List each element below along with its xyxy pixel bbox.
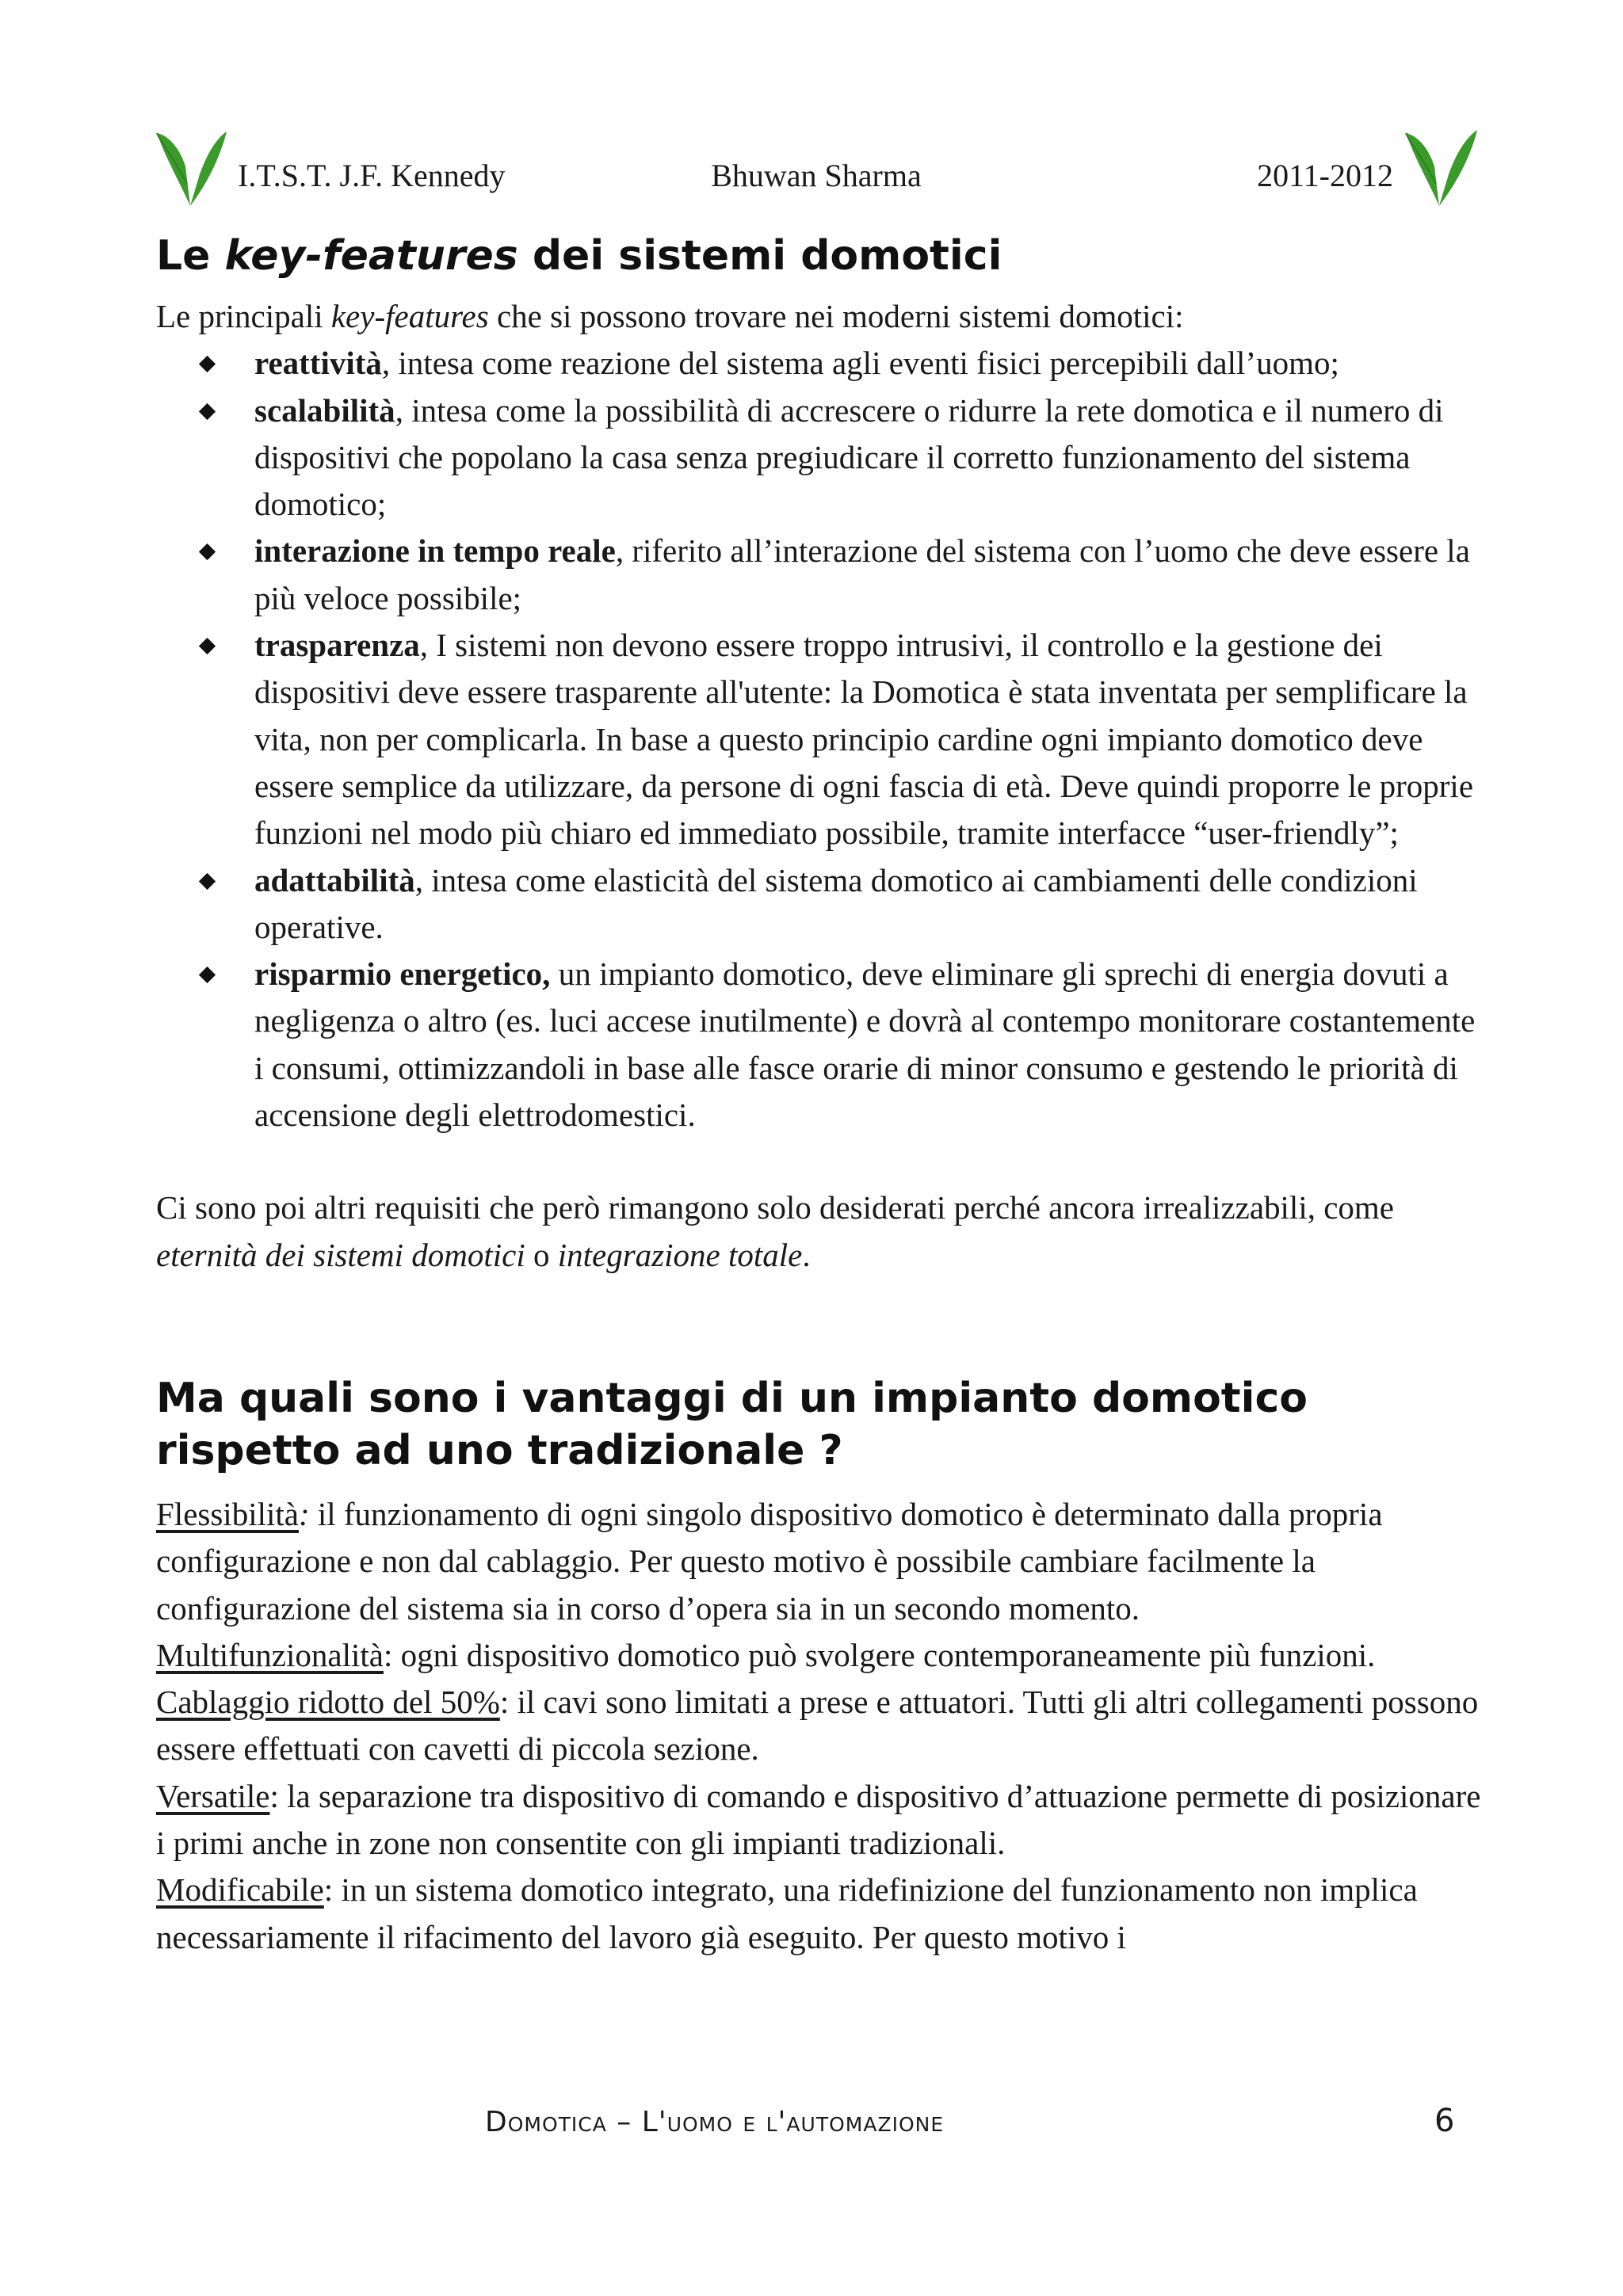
- advantage-paragraph: [156, 1679, 1487, 1773]
- advantages-list: [156, 1491, 1487, 1961]
- title-text: dei sistemi domotici: [517, 232, 1002, 280]
- intro-text: che si possono trovare nei moderni sistemi domotici:: [488, 298, 1184, 334]
- advantage-separator: :: [323, 1871, 334, 1909]
- advantage-text: il cavi sono limitati a prese e attuatori. Tutti gli altri collegamenti possono essere effettuati con cavetti di piccola sezione.: [156, 1684, 1479, 1768]
- advantage-separator: :: [298, 1495, 310, 1532]
- list-item: [254, 951, 1487, 1138]
- feature-text: , I sistemi non devono essere troppo intrusivi, il controllo e la gestione dei dispositivi deve essere trasparente all'utente: la Domotica è stata inventata per semplificare la vita, non per complicarla. In base a questo principio cardine ogni impianto domotico deve essere semplice da utilizzare, da persone di ogni fascia di età. Deve quindi proporre le proprie funzioni nel modo più chiaro ed immediato possibile, tramite interfacce “user-friendly”;: [254, 627, 1474, 852]
- diamond-bullet-icon: [199, 402, 216, 419]
- advantage-separator: :: [269, 1777, 279, 1814]
- header-year: 2011-2012: [1257, 158, 1393, 193]
- advantage-term: Versatile: [156, 1777, 270, 1814]
- list-item: [254, 340, 1487, 387]
- advantage-text: in un sistema domotico integrato, una ridefinizione del funzionamento non implica necessariamente il rifacimento del lavoro già eseguito. Per questo motivo i: [156, 1871, 1418, 1955]
- intro-emphasis: key-features: [330, 298, 489, 334]
- leaf-logo-icon: [1403, 127, 1482, 214]
- advantage-text: il funzionamento di ogni singolo dispositivo domotico è determinato dalla propria configurazione e non dal cablaggio. Per questo motivo è possibile cambiare facilmente la configurazione del sistema sia in corso d’opera sia in un secondo momento.: [156, 1495, 1383, 1627]
- feature-term: scalabilità: [254, 391, 395, 429]
- diamond-bullet-icon: [199, 872, 216, 889]
- diamond-bullet-icon: [199, 638, 216, 654]
- header-school: I.T.S.T. J.F. Kennedy: [238, 158, 506, 193]
- title-emphasis: key-features: [224, 232, 518, 280]
- features-list: [156, 340, 1487, 1138]
- header-author: Bhuwan Sharma: [711, 158, 922, 193]
- features-intro: [156, 293, 1487, 340]
- advantage-term: Multifunzionalità: [156, 1636, 384, 1673]
- page-number: 6: [1434, 2103, 1455, 2139]
- advantage-separator: :: [499, 1684, 510, 1721]
- feature-term: reattività: [254, 345, 382, 382]
- feature-term: interazione in tempo reale: [254, 532, 616, 570]
- feature-term: adattabilità: [254, 861, 415, 898]
- advantage-text: la separazione tra dispositivo di comando e dispositivo d’attuazione permette di posizionare i primi anche in zone non consentite con gli impianti tradizionali.: [156, 1777, 1481, 1862]
- section-title-key-features: [156, 230, 1487, 282]
- list-item: [254, 857, 1487, 952]
- closing-text: Ci sono poi altri requisiti che però rimangono solo desiderati perché ancora irrealizzabili, come: [156, 1189, 1395, 1226]
- closing-text: o: [525, 1236, 558, 1273]
- feature-text: , intesa come elasticità del sistema domotico ai cambiamenti delle condizioni operative.: [254, 861, 1418, 945]
- list-item: [254, 622, 1487, 856]
- feature-text: , intesa come la possibilità di accrescere o ridurre la rete domotica e il numero di dispositivi che popolano la casa senza pregiudicare il corretto funzionamento del sistema domotico;: [254, 391, 1444, 523]
- advantage-paragraph: [156, 1867, 1487, 1961]
- page-header: [151, 119, 1482, 222]
- feature-text: , intesa come reazione del sistema agli eventi fisici percepibili dall’uomo;: [381, 345, 1339, 382]
- list-item: [254, 387, 1487, 528]
- feature-text: un impianto domotico, deve eliminare gli sprechi di energia dovuti a negligenza o altro (es. luci accese inutilmente) e dovrà al contempo monitorare costantemente i consumi, ottimizzandoli in base alle fasce orarie di minor consumo e gestendo le priorità di accensione degli elettrodomestici.: [254, 955, 1476, 1134]
- advantage-separator: :: [383, 1636, 393, 1673]
- advantage-term: Flessibilità: [156, 1495, 299, 1532]
- closing-text: .: [802, 1236, 811, 1273]
- closing-paragraph: [156, 1184, 1487, 1279]
- title-text: Le: [156, 232, 225, 280]
- advantage-text: ogni dispositivo domotico può svolgere contemporaneamente più funzioni.: [392, 1636, 1376, 1673]
- section-title-advantages: Ma quali sono i vantaggi di un impianto domotico rispetto ad uno tradizionale ?: [156, 1374, 1308, 1474]
- page-content: [156, 230, 1487, 1961]
- feature-term: risparmio energetico,: [254, 955, 551, 993]
- feature-text: , riferito all’interazione del sistema con l’uomo che deve essere la più veloce possibile;: [254, 532, 1470, 616]
- feature-term: trasparenza: [254, 627, 420, 664]
- closing-emphasis: eternità dei sistemi domotici: [156, 1236, 525, 1273]
- advantage-paragraph: [156, 1773, 1487, 1867]
- page-footer-title: Domotica – L'uomo e l'automazione: [485, 2106, 945, 2138]
- list-item: [254, 528, 1487, 622]
- diamond-bullet-icon: [199, 543, 216, 560]
- intro-text: Le principali: [156, 298, 331, 334]
- advantage-term: Modificabile: [156, 1871, 324, 1909]
- closing-emphasis: integrazione totale: [557, 1236, 803, 1273]
- advantage-term: Cablaggio ridotto del 50%: [156, 1684, 500, 1721]
- advantage-paragraph: [156, 1632, 1487, 1679]
- diamond-bullet-icon: [199, 967, 216, 983]
- diamond-bullet-icon: [199, 356, 216, 372]
- advantage-paragraph: [156, 1491, 1487, 1632]
